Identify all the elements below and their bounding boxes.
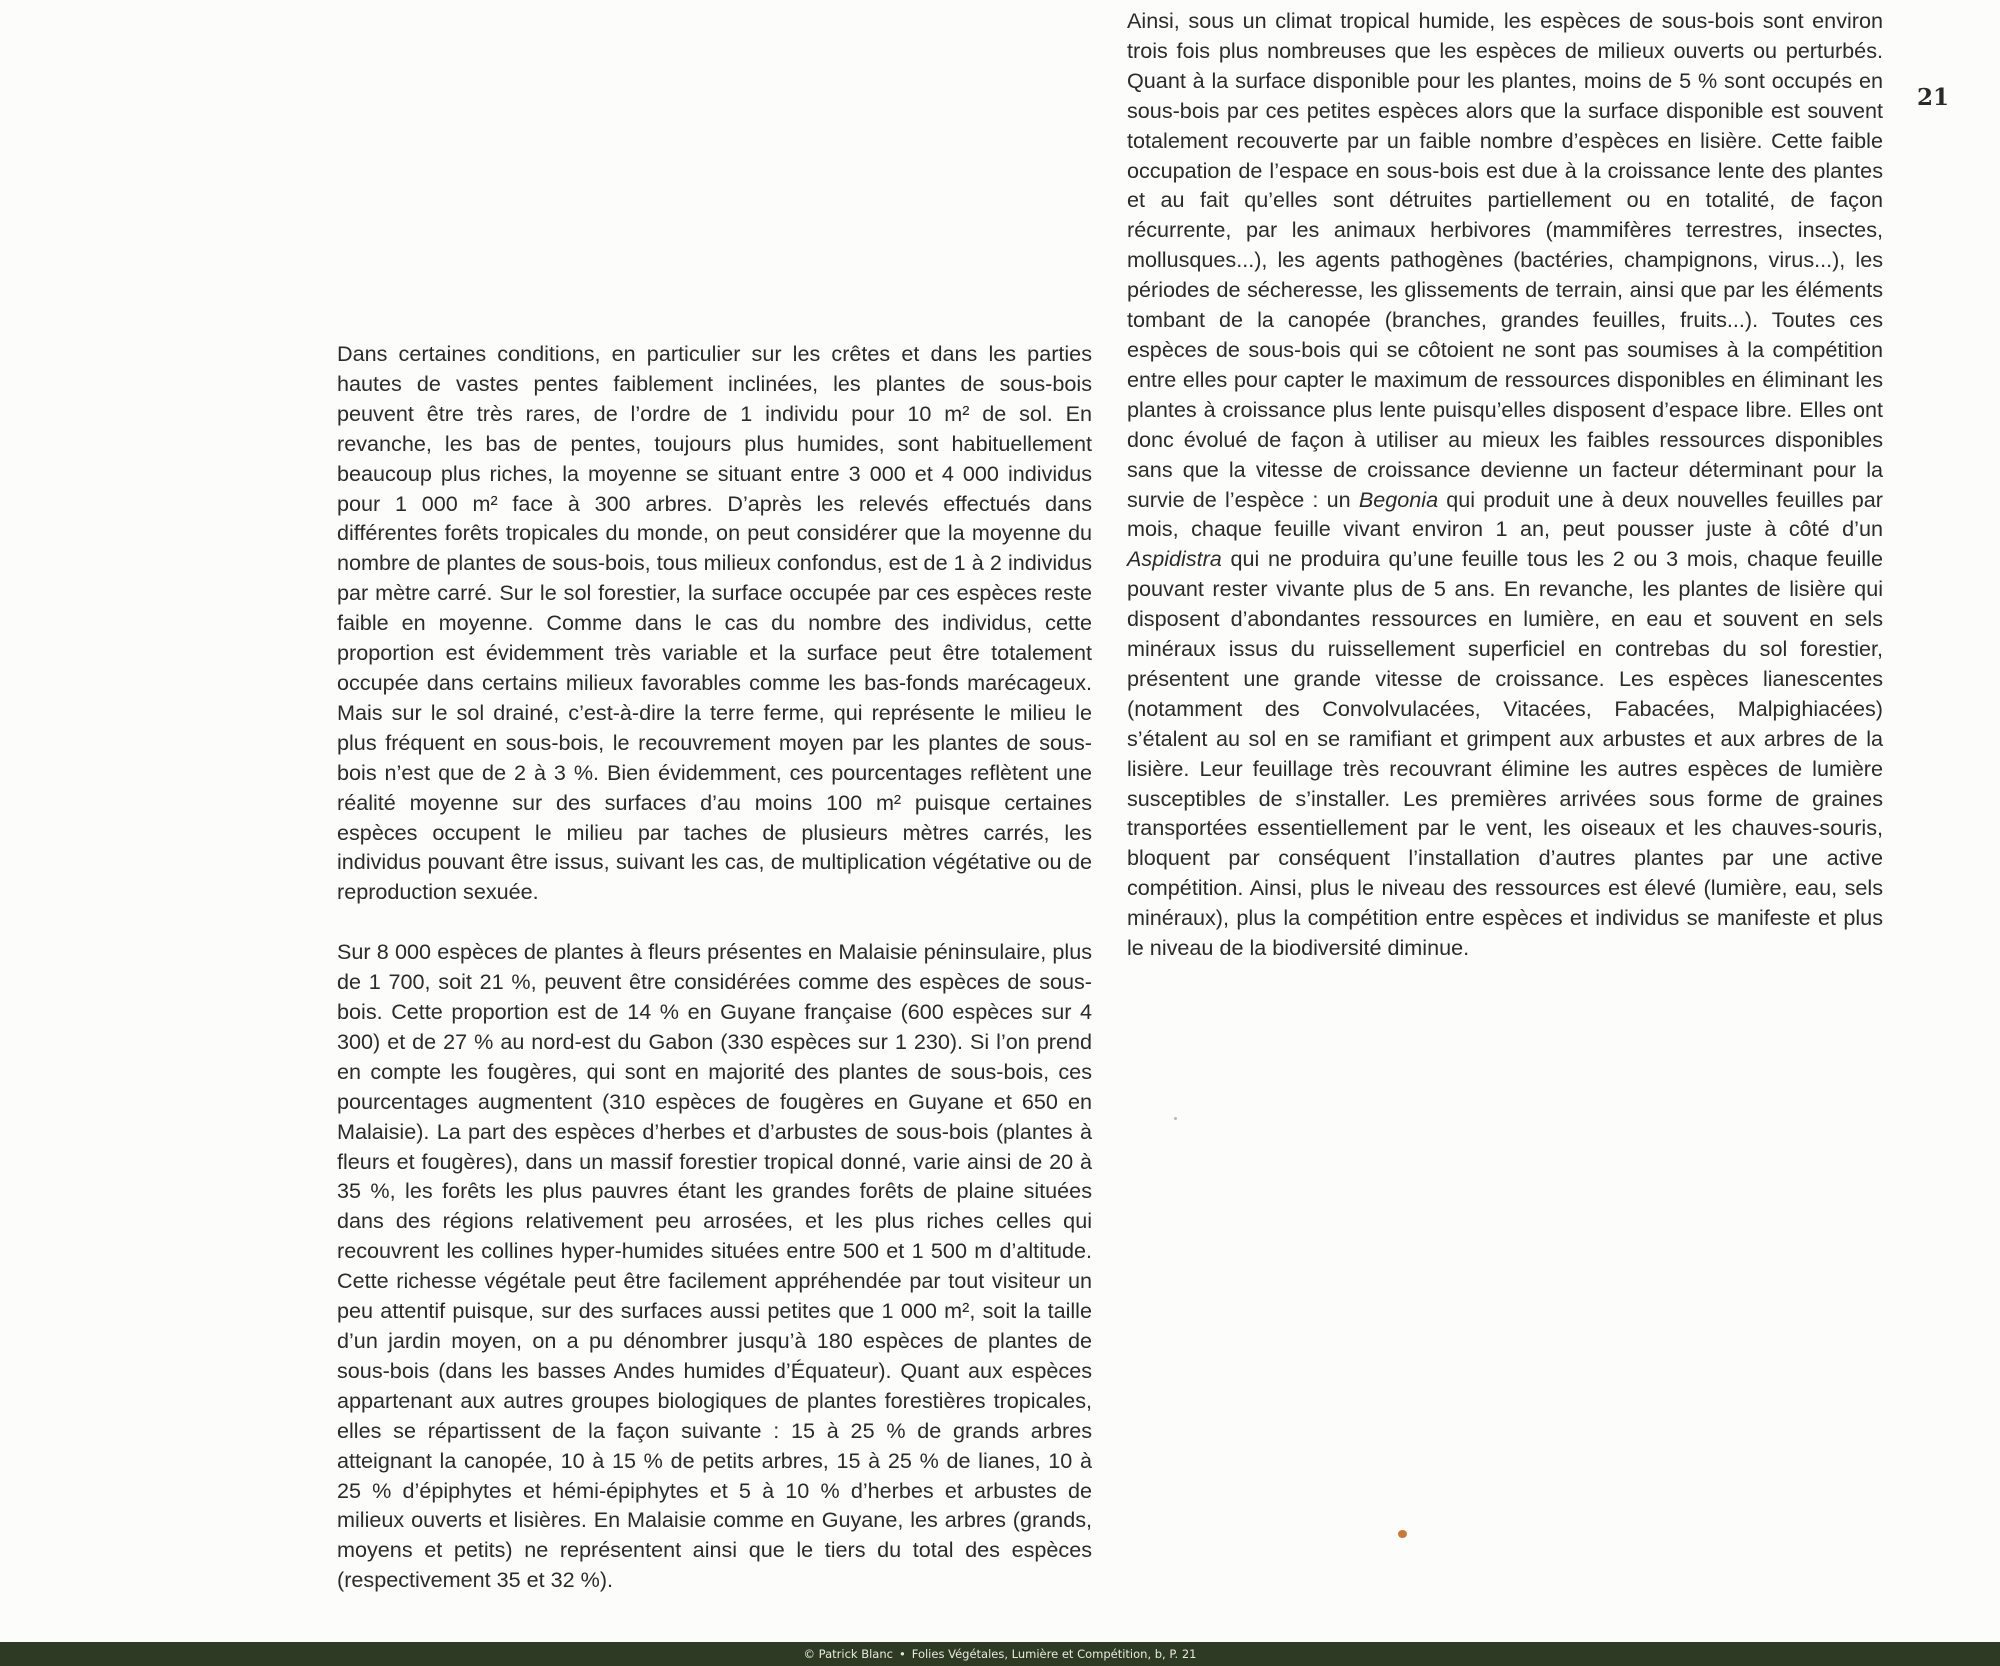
paragraph-competition	[1127, 6, 1883, 963]
text-run: qui produit une à deux nouvelles feuilles par mois, chaque feuille vivant environ 1 an, peut pousser juste à côté d’un	[1127, 486, 1883, 542]
paragraph-species-proportions: Sur 8 000 espèces de plantes à fleurs présentes en Malaisie péninsulaire, plus de 1 700, soit 21 %, peuvent être considérées comme des espèces de sous-bois. Cette proportion est de 14 % en Guyane française (600 espèces sur 4 300) et de 27 % au nord-est du Gabon (330 espèces sur 1 230). Si l’on prend en compte les fougères, qui sont en majorité des plantes de sous-bois, ces pourcentages augmentent (310 espèces de fougères en Guyane et 650 en Malaisie). La part des espèces d’herbes et d’arbustes de sous-bois (plantes à fleurs et fougères), dans un massif forestier tropical donné, varie ainsi de 20 à 35 %, les forêts les plus pauvres étant les grandes forêts de plaine situées dans des régions relativement peu arrosées, et les plus riches celles qui recouvrent les collines hyper-humides situées entre 500 et 1 500 m d’altitude. Cette richesse végétale peut être facilement appréhendée par tout visiteur un peu attentif puisque, sur des surfaces aussi petites que 1 000 m², soit la taille d’un jardin moyen, on a pu dénombrer jusqu’à 180 espèces de plantes de sous-bois (dans les basses Andes humides d’Équateur). Quant aux espèces appartenant aux autres groupes biologiques de plantes forestières tropicales, elles se répartissent de la façon suivante : 15 à 25 % de grands arbres atteignant la canopée, 10 à 15 % de petits arbres, 15 à 25 % de lianes, 10 à 25 % d’épiphytes et hémi-épiphytes et 5 à 10 % d’herbes et arbustes de milieux ouverts et lisières. En Malaisie comme en Guyane, les arbres (grands, moyens et petits) ne représentent ainsi que le tiers du total des espèces (respectivement 35 et 32 %).	[337, 939, 1092, 1593]
footer-copyright: © Patrick Blanc	[803, 1647, 893, 1661]
right-text-column	[1127, 6, 1883, 963]
paper-dust-mark	[1174, 1117, 1177, 1120]
paragraph-understory-density: Dans certaines conditions, en particulier sur les crêtes et dans les parties hautes de vastes pentes faiblement inclinées, les plantes de sous-bois peuvent être très rares, de l’ordre de 1 individu pour 10 m² de sol. En revanche, les bas de pentes, toujours plus humides, sont habituellement beaucoup plus riches, la moyenne se situant entre 3 000 et 4 000 individus pour 1 000 m² face à 300 arbres. D’après les relevés effectués dans différentes forêts tropicales du monde, on peut considérer que la moyenne du nombre de plantes de sous-bois, tous milieux confondus, est de 1 à 2 individus par mètre carré. Sur le sol forestier, la surface occupée par ces espèces reste faible en moyenne. Comme dans le cas du nombre des individus, cette proportion est évidemment très variable et la surface peut être totalement occupée dans certains milieux favorables comme les bas-fonds marécageux. Mais sur le sol drainé, c’est-à-dire la terre ferme, qui représente le milieu le plus fréquent en sous-bois, le recouvrement moyen par les plantes de sous-bois n’est que de 2 à 3 %. Bien évidemment, ces pourcentages reflètent une réalité moyenne sur des surfaces d’au moins 100 m² puisque certaines espèces occupent le milieu par taches de plusieurs mètres carrés, les individus pouvant être issus, suivant les cas, de multiplication végétative ou de reproduction sexuée.	[337, 341, 1092, 905]
page-number: 21	[1917, 84, 1950, 111]
text-run: qui ne produira qu’une feuille tous les 2 ou 3 mois, chaque feuille pouvant rester vivante plus de 5 ans. En revanche, les plantes de lisière qui disposent d’abondantes ressources en lumière, en eau et souvent en sels minéraux issus du ruissellement superficiel en contrebas du sol forestier, présentent une grande vitesse de croissance. Les espèces lianescentes (notamment des Convolvulacées, Vitacées, Fabacées, Malpighiacées) s’étalent au sol en se ramifiant et grimpent aux arbustes et aux arbres de la lisière. Leur feuillage très recouvrant élimine les autres espèces de lumière susceptibles de s’installer. Les premières arrivées sous forme de graines transportées essentiellement par le vent, les oiseaux et les chauves-souris, bloquent par conséquent l’installation d’autres plantes par une active compétition. Ainsi, plus le niveau des ressources est élevé (lumière, eau, sels minéraux), plus la compétition entre espèces et individus se manifeste et plus le niveau de la biodiversité diminue.	[1127, 546, 1883, 961]
credit-footer-bar	[0, 1642, 2000, 1666]
footer-separator: •	[898, 1647, 906, 1661]
left-text-column	[337, 339, 1092, 1595]
text-run: Ainsi, sous un climat tropical humide, les espèces de sous-bois sont environ trois fois plus nombreuses que les espèces de milieux ouverts ou perturbés. Quant à la surface disponible pour les plantes, moins de 5 % sont occupés en sous-bois par ces petites espèces alors que la surface disponible est souvent totalement recouverte par un faible nombre d’espèces en lisière. Cette faible occupation de l’espace en sous-bois est due à la croissance lente des plantes et au fait qu’elles sont détruites partiellement ou en totalité, de façon récurrente, par les animaux herbivores (mammifères terrestres, insectes, mollusques...), les agents pathogènes (bactéries, champignons, virus...), les périodes de sécheresse, les glissements de terrain, ainsi que par les éléments tombant de la canopée (branches, grandes feuilles, fruits...). Toutes ces espèces de sous-bois qui se côtoient ne sont pas soumises à la compétition entre elles pour capter le maximum de ressources disponibles en éliminant les plantes à croissance plus lente puisqu’elles disposent d’espace libre. Elles ont donc évolué de façon à utiliser au mieux les faibles ressources disponibles sans que la vitesse de croissance devienne un facteur déterminant pour la survie de l’espèce : un	[1127, 8, 1883, 512]
italic-genus-begonia: Begonia	[1358, 486, 1439, 512]
footer-caption: Folies Végétales, Lumière et Compétition, b, P. 21	[911, 1647, 1197, 1661]
italic-genus-aspidistra: Aspidistra	[1127, 546, 1222, 572]
paper-speck-mark	[1398, 1530, 1407, 1538]
